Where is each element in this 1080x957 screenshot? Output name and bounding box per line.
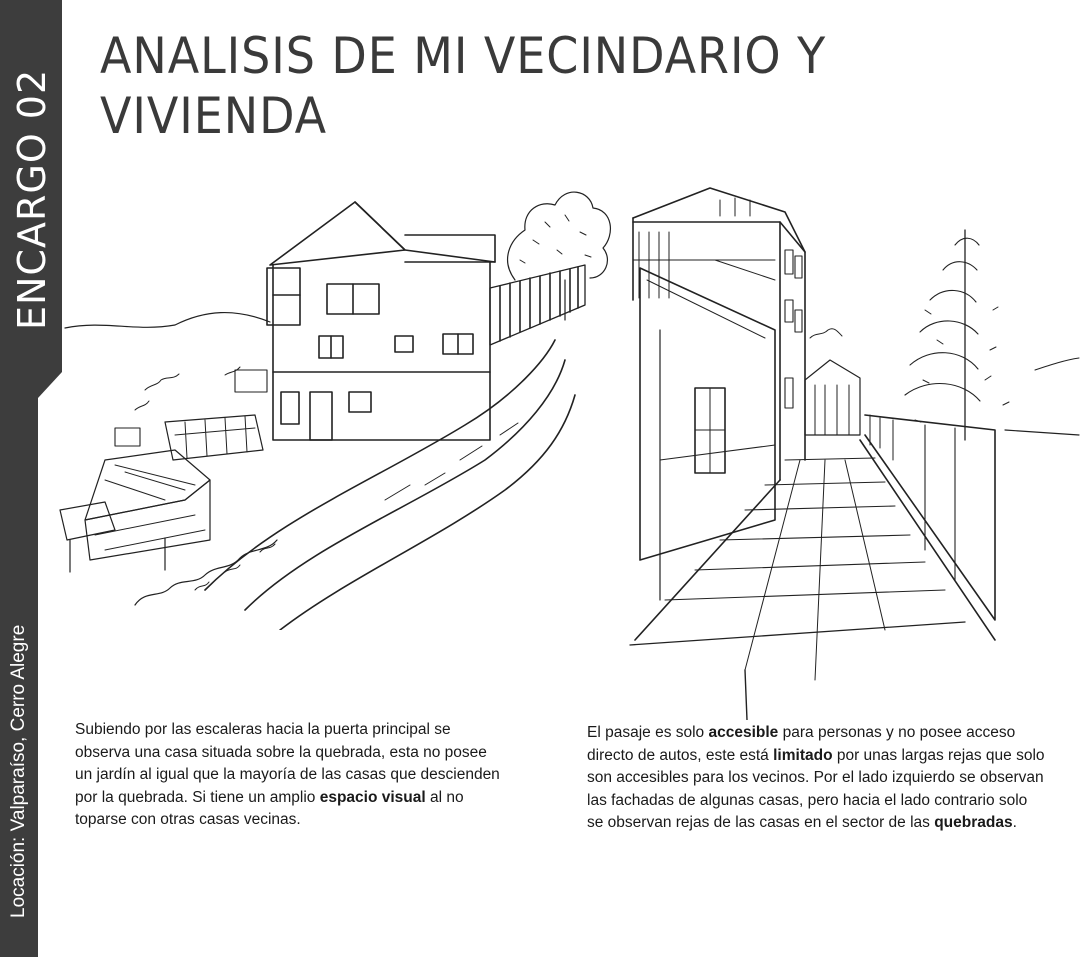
hillside-house-sketch — [45, 160, 625, 630]
right-description — [587, 722, 1047, 835]
left-description — [75, 719, 505, 832]
right-text-4: . — [1012, 814, 1017, 831]
left-text-1: Subiendo por las escaleras hacia la puerta principal se observa una casa situada sobre la quebrada, esta no posee un jardín al igual que la mayoría de las casas que descienden por la quebrada. Si tiene un amplio — [75, 721, 500, 806]
right-bold-1: accesible — [708, 724, 779, 741]
left-text-2: al no toparse con otras casas vecinas. — [75, 788, 464, 828]
right-text-2: para personas y no posee acceso directo de autos, este está — [587, 724, 1016, 764]
sidebar-label: ENCARGO 02 — [10, 68, 54, 330]
passage-sketch — [625, 160, 1080, 720]
page-title: ANALISIS DE MI VECINDARIO Y VIVIENDA — [100, 27, 827, 145]
left-bold-1: espacio visual — [319, 788, 426, 806]
location-label: Locación: Valparaíso, Cerro Alegre — [8, 624, 29, 918]
right-bold-3: quebradas — [934, 814, 1013, 831]
right-text-3: por unas largas rejas que solo son accesibles para los vecinos. Por el lado izquierdo se observan las fachadas de algunas casas, pero hacia el lado contrario solo se observan rejas de las casas en el sector de las — [587, 746, 1045, 831]
right-text-1: El pasaje es solo — [587, 724, 709, 741]
right-bold-2: limitado — [773, 746, 833, 764]
